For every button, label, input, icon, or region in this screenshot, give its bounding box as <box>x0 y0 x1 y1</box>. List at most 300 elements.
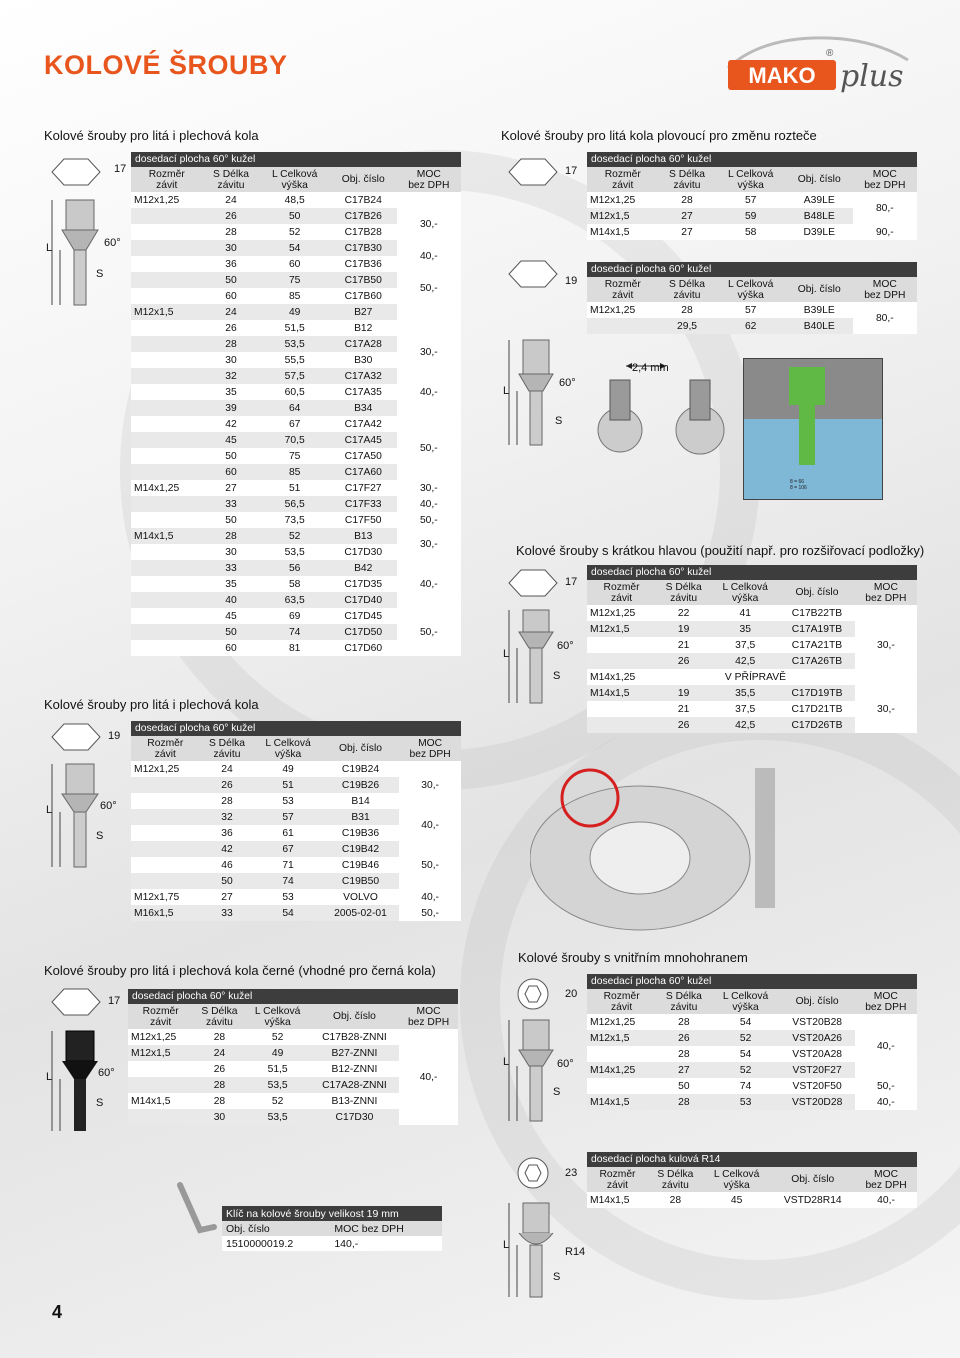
cell-thread-length: 28 <box>659 192 716 208</box>
cell-total-height: 74 <box>254 873 321 889</box>
table-header-row <box>587 277 917 302</box>
cell-thread-size: M12x1,25 <box>587 192 659 208</box>
cell-thread-size <box>131 384 203 400</box>
cell-order-number: C19B36 <box>322 825 399 841</box>
cell-order-number: VSTD28R14 <box>770 1192 855 1208</box>
table-row <box>131 809 461 825</box>
col-header-moc: MOC bez DPH <box>855 1167 917 1192</box>
table-title-row <box>128 989 458 1004</box>
cell-thread-length: 60 <box>203 288 260 304</box>
cell-total-height: 57 <box>716 302 786 318</box>
cell-total-height: 56 <box>260 560 330 576</box>
cell-thread-size: M12x1,25 <box>587 302 659 318</box>
cell-thread-length: 27 <box>659 208 716 224</box>
cell-total-height: 51,5 <box>260 320 330 336</box>
table-row <box>131 304 461 320</box>
col-header-l: L Celková výška <box>716 167 786 192</box>
cell-total-height: 60,5 <box>260 384 330 400</box>
col-header-obj: Obj. číslo <box>330 167 397 192</box>
cell-thread-length: 50 <box>203 272 260 288</box>
cell-thread-size <box>131 560 203 576</box>
cell-thread-size: M12x1,25 <box>131 192 203 208</box>
table-row <box>131 272 461 288</box>
col-header-s: S Délka závitu <box>659 277 716 302</box>
table-row <box>131 208 461 224</box>
cell-thread-length: 46 <box>200 857 255 873</box>
table-header-row <box>128 1004 458 1029</box>
table-header-row <box>131 167 461 192</box>
cell-total-height: 49 <box>260 304 330 320</box>
cell-total-height: 71 <box>254 857 321 873</box>
cell-price: 40,- <box>397 576 461 592</box>
cell-price <box>399 793 461 809</box>
col-header-obj: Obj. číslo <box>322 736 399 761</box>
cell-thread-length: 30 <box>193 1109 245 1125</box>
cell-price <box>397 416 461 432</box>
cell-total-height: 73,5 <box>260 512 330 528</box>
cell-order-number: C17D35 <box>330 576 397 592</box>
cell-thread-length: 24 <box>193 1045 245 1061</box>
brand-logo <box>718 30 918 100</box>
cell-order-number: VST20F50 <box>780 1078 855 1094</box>
length-s-label: S <box>553 670 561 682</box>
table-row <box>131 240 461 256</box>
floating-bolt-photo <box>590 360 750 470</box>
cell-thread-length: 26 <box>193 1061 245 1077</box>
cell-total-height: 51 <box>254 777 321 793</box>
cell-thread-size: M12x1,5 <box>128 1045 193 1061</box>
col-header-s: S Délka závitu <box>203 167 260 192</box>
table-header-row <box>587 989 917 1014</box>
col-header-size: Rozměr závit <box>128 1004 193 1029</box>
cell-thread-size: M12x1,25 <box>128 1029 193 1045</box>
table-row <box>131 873 461 889</box>
cell-total-height: 41 <box>711 605 779 621</box>
table-row <box>587 1062 917 1078</box>
spacer-icon <box>530 748 780 938</box>
table-header-row <box>587 167 917 192</box>
cell-thread-length: 30 <box>203 544 260 560</box>
cell-thread-length: 27 <box>200 889 255 905</box>
cell-price: 80,- <box>853 192 917 224</box>
bolt-photo-icon <box>590 360 750 470</box>
cell-order-number: B12-ZNNI <box>310 1061 399 1077</box>
cell-thread-size <box>131 512 203 528</box>
cell-thread-size <box>131 352 203 368</box>
cell-thread-size <box>587 701 656 717</box>
cell-thread-size <box>587 1078 656 1094</box>
table-row <box>131 592 461 608</box>
cell-thread-length: 27 <box>656 1062 711 1078</box>
cell-thread-length: 33 <box>203 496 260 512</box>
cell-total-height: 35,5 <box>711 685 779 701</box>
table-title: dosedací plocha 60° kužel <box>587 974 917 989</box>
cell-order-number: C17A26TB <box>779 653 855 669</box>
cell-thread-size <box>131 400 203 416</box>
cell-total-height: 54 <box>260 240 330 256</box>
col-header-l: L Celková výška <box>245 1004 309 1029</box>
table-row <box>131 320 461 336</box>
cell-order-number: C17D30 <box>330 544 397 560</box>
cell-order-number: C17B60 <box>330 288 397 304</box>
cell-order-number: B30 <box>330 352 397 368</box>
cell-thread-size <box>131 496 203 512</box>
table-title: dosedací plocha 60° kužel <box>131 152 461 167</box>
cell-total-height: 70,5 <box>260 432 330 448</box>
cell-thread-length: 21 <box>656 637 711 653</box>
cell-thread-size <box>131 825 200 841</box>
bolt-diagram <box>46 987 126 1137</box>
cell-order-number: B42 <box>330 560 397 576</box>
cell-thread-length: 50 <box>203 624 260 640</box>
cell-price <box>399 761 461 777</box>
section-title: Kolové šrouby s vnitřním mnohohranem <box>518 950 748 965</box>
col-header-s: S Délka závitu <box>200 736 255 761</box>
cell-order-number: C17A28 <box>330 336 397 352</box>
cell-price <box>399 841 461 857</box>
table-row <box>131 480 461 496</box>
cell-price: 30,- <box>397 480 461 496</box>
col-header-size: Rozměr závit <box>587 1167 648 1192</box>
section-title: Kolové šrouby pro litá i plechová kola <box>44 128 259 143</box>
col-header-moc: MOC bez DPH <box>855 580 917 605</box>
cell-price <box>397 560 461 576</box>
cell-order-number: C19B42 <box>322 841 399 857</box>
length-s-label: S <box>553 1086 561 1098</box>
cell-price <box>397 368 461 384</box>
offset-label: 2,4 mm <box>632 362 669 374</box>
cell-total-height: 53 <box>254 889 321 905</box>
cell-price <box>855 1014 917 1030</box>
table-title: dosedací plocha 60° kužel <box>131 721 461 736</box>
table-title: dosedací plocha 60° kužel <box>128 989 458 1004</box>
cell-thread-size: M12x1,5 <box>131 304 203 320</box>
cell-price: 50,- <box>855 1078 917 1094</box>
table-row <box>131 512 461 528</box>
cell-price <box>399 1029 458 1045</box>
cell-price: 50,- <box>397 624 461 640</box>
cell-total-height: 74 <box>260 624 330 640</box>
cell-order-number: C17B28 <box>330 224 397 240</box>
cell-price: 30,- <box>397 528 461 560</box>
table-row <box>131 841 461 857</box>
svg-text:®: ® <box>826 48 834 59</box>
col-header-obj: Obj. číslo <box>770 1167 855 1192</box>
angle-label: 60° <box>98 1067 115 1079</box>
cell-order-number: B27-ZNNI <box>310 1045 399 1061</box>
cell-order-number: C17A50 <box>330 448 397 464</box>
table-row <box>131 608 461 624</box>
bolt-table <box>587 262 917 334</box>
cell-total-height: 52 <box>260 528 330 544</box>
cell-thread-size <box>131 464 203 480</box>
bolt-table <box>587 565 917 733</box>
cell-order-number: C17B30 <box>330 240 397 256</box>
col-header-s: S Délka závitu <box>656 989 711 1014</box>
cell-thread-size <box>131 809 200 825</box>
cell-thread-length: 28 <box>200 793 255 809</box>
cell-total-height: 42,5 <box>711 653 779 669</box>
cell-thread-length: 28 <box>193 1029 245 1045</box>
bolt-table <box>587 974 917 1110</box>
length-l-label: L <box>503 648 510 660</box>
hex-size-label: 17 <box>565 165 578 177</box>
bolt-diagram <box>46 722 126 872</box>
page-number: 4 <box>52 1302 63 1322</box>
cell-total-height: 69 <box>260 608 330 624</box>
cell-order-number: B40LE <box>786 318 853 334</box>
cell-thread-size: M14x1,5 <box>587 1192 648 1208</box>
cell-order-number: C17A19TB <box>779 621 855 637</box>
key-moc: 140,- <box>334 1237 359 1250</box>
cell-thread-size: M14x1,25 <box>131 480 203 496</box>
col-header-obj: Obj. číslo <box>310 1004 399 1029</box>
cell-total-height: 63,5 <box>260 592 330 608</box>
table-row <box>131 496 461 512</box>
cell-order-number: C17A32 <box>330 368 397 384</box>
cell-thread-length: 42 <box>200 841 255 857</box>
cell-order-number: B31 <box>322 809 399 825</box>
table-row <box>131 560 461 576</box>
cell-order-number: C17D19TB <box>779 685 855 701</box>
cell-thread-length: 35 <box>203 576 260 592</box>
cell-price <box>399 1093 458 1109</box>
cell-thread-size <box>131 336 203 352</box>
cell-thread-size <box>587 653 656 669</box>
cell-order-number: D39LE <box>786 224 853 240</box>
cell-thread-size: M12x1,25 <box>587 605 656 621</box>
cell-total-height: 52 <box>712 1062 780 1078</box>
cell-order-number: VST20A26 <box>780 1030 855 1046</box>
length-s-label: S <box>96 830 104 842</box>
bolt-table <box>587 1152 917 1208</box>
cell-total-height: 37,5 <box>711 637 779 653</box>
table-title-row <box>131 721 461 736</box>
table-row <box>587 605 917 621</box>
angle-label: 60° <box>104 237 121 249</box>
table-row <box>131 528 461 544</box>
cell-thread-length: 24 <box>203 192 260 208</box>
cell-order-number: C17A28-ZNNI <box>310 1077 399 1093</box>
cell-price <box>399 873 461 889</box>
table-row <box>131 640 461 656</box>
cell-price: 90,- <box>853 224 917 240</box>
cell-total-height: 51 <box>260 480 330 496</box>
cell-thread-size <box>128 1077 193 1093</box>
cell-total-height: 54 <box>712 1014 780 1030</box>
cell-thread-size <box>587 1046 656 1062</box>
cell-price: 50,- <box>399 857 461 873</box>
table-title: dosedací plocha 60° kužel <box>587 152 917 167</box>
cell-total-height: 55,5 <box>260 352 330 368</box>
cell-thread-size <box>131 320 203 336</box>
cell-order-number: C17B50 <box>330 272 397 288</box>
cell-order-number: VST20A28 <box>780 1046 855 1062</box>
cell-thread-length: 30 <box>203 240 260 256</box>
hex-size-label: 23 <box>565 1167 578 1179</box>
bolt-icon <box>503 568 583 708</box>
table-row <box>587 302 917 318</box>
table-row <box>128 1029 458 1045</box>
cell-total-height: 57,5 <box>260 368 330 384</box>
table-header-row <box>587 580 917 605</box>
table-row <box>131 793 461 809</box>
bolt-diagram <box>503 155 583 455</box>
diagram-bolt-shank <box>799 405 815 465</box>
cell-thread-size: M12x1,5 <box>587 208 659 224</box>
cell-order-number: C17D26TB <box>779 717 855 733</box>
cell-thread-length: 36 <box>203 256 260 272</box>
hex-size-label: 20 <box>565 988 578 1000</box>
table-row <box>128 1061 458 1077</box>
cell-thread-size: M14x1,25 <box>587 669 656 685</box>
cell-thread-size <box>131 608 203 624</box>
col-header-l: L Celková výška <box>711 580 779 605</box>
table-row <box>131 777 461 793</box>
cell-order-number: C17D30 <box>310 1109 399 1125</box>
cell-thread-length: 40 <box>203 592 260 608</box>
cell-price <box>855 669 917 685</box>
cell-thread-length: 42 <box>203 416 260 432</box>
col-header-size: Rozměr závit <box>587 989 656 1014</box>
cell-price <box>855 717 917 733</box>
cell-thread-size <box>131 857 200 873</box>
cell-thread-length: 32 <box>200 809 255 825</box>
cell-thread-length: 28 <box>203 528 260 544</box>
cell-thread-length: 50 <box>203 448 260 464</box>
table-row <box>587 224 917 240</box>
col-header-s: S Délka závitu <box>656 580 711 605</box>
cell-price: 30,- <box>855 621 917 669</box>
cell-price <box>397 304 461 320</box>
cell-price: 40,- <box>855 1030 917 1062</box>
bolt-table <box>131 152 461 656</box>
cell-total-height: 85 <box>260 464 330 480</box>
table-row <box>131 384 461 400</box>
table-title-row <box>131 152 461 167</box>
cell-order-number: B39LE <box>786 302 853 318</box>
col-header-moc: MOC bez DPH <box>399 1004 458 1029</box>
cell-thread-length: 60 <box>203 640 260 656</box>
cell-thread-length: 28 <box>659 302 716 318</box>
cell-price <box>399 1045 458 1061</box>
cell-total-height: 51,5 <box>245 1061 309 1077</box>
cell-thread-length: 35 <box>203 384 260 400</box>
cell-order-number: VST20F27 <box>780 1062 855 1078</box>
col-header-size: Rozměr závit <box>131 167 203 192</box>
cell-price <box>397 320 461 336</box>
cell-thread-length: 45 <box>203 432 260 448</box>
cell-order-number: 2005-02-01 <box>322 905 399 921</box>
table-row <box>131 761 461 777</box>
cell-thread-length: 28 <box>656 1046 711 1062</box>
cell-total-height: 56,5 <box>260 496 330 512</box>
cell-total-height: 54 <box>712 1046 780 1062</box>
col-header-l: L Celková výška <box>712 989 780 1014</box>
cell-total-height: 52 <box>712 1030 780 1046</box>
cell-order-number: C17A42 <box>330 416 397 432</box>
col-header-moc: MOC bez DPH <box>397 167 461 192</box>
cell-thread-size <box>131 624 203 640</box>
cell-order-number: B13-ZNNI <box>310 1093 399 1109</box>
length-l-label: L <box>503 385 510 397</box>
col-header-size: Rozměr závit <box>587 277 659 302</box>
cell-thread-size: M14x1,5 <box>587 1094 656 1110</box>
table-header-row <box>587 1167 917 1192</box>
bolt-icon <box>46 155 126 315</box>
table-row <box>131 857 461 873</box>
key-header-moc: MOC bez DPH <box>334 1222 404 1235</box>
table-row <box>131 464 461 480</box>
cell-order-number: C17A45 <box>330 432 397 448</box>
table-title-row <box>587 1152 917 1167</box>
cell-total-height: 53,5 <box>245 1077 309 1093</box>
cell-total-height: 53,5 <box>260 336 330 352</box>
cell-total-height: 74 <box>712 1078 780 1094</box>
cell-total-height: 49 <box>245 1045 309 1061</box>
cell-order-number: C17F33 <box>330 496 397 512</box>
cell-thread-size <box>128 1109 193 1125</box>
cell-total-height: 64 <box>260 400 330 416</box>
cell-total-height: 59 <box>716 208 786 224</box>
table-row <box>131 336 461 352</box>
length-l-label: L <box>46 804 53 816</box>
svg-text:plus: plus <box>840 59 904 94</box>
cell-thread-length: 39 <box>203 400 260 416</box>
col-header-obj: Obj. číslo <box>786 167 853 192</box>
cell-price: 30,- <box>855 701 917 717</box>
cell-price: 50,- <box>397 272 461 304</box>
cell-order-number: C19B24 <box>322 761 399 777</box>
table-title: dosedací plocha 60° kužel <box>587 262 917 277</box>
table-row <box>587 1030 917 1046</box>
cell-total-height: 57 <box>716 192 786 208</box>
cell-thread-length: 33 <box>200 905 255 921</box>
bolt-icon <box>46 722 126 872</box>
cell-thread-size: M12x1,25 <box>587 1014 656 1030</box>
cell-order-number: VST20D28 <box>780 1094 855 1110</box>
cell-order-number: C17F50 <box>330 512 397 528</box>
cell-thread-length: 22 <box>656 605 711 621</box>
cell-thread-size <box>131 224 203 240</box>
col-header-moc: MOC bez DPH <box>853 167 917 192</box>
cell-price <box>397 608 461 624</box>
col-header-obj: Obj. číslo <box>780 989 855 1014</box>
cell-thread-length: 26 <box>203 208 260 224</box>
table-row <box>587 192 917 208</box>
section-title: Kolové šrouby pro litá kola plovoucí pro změnu rozteče <box>501 128 817 143</box>
cell-total-height: 45 <box>703 1192 771 1208</box>
cell-order-number: C17F27 <box>330 480 397 496</box>
bolt-diagram <box>503 1155 593 1305</box>
cell-thread-size: M14x1,5 <box>128 1093 193 1109</box>
col-header-size: Rozměr závit <box>131 736 200 761</box>
cell-price: 80,- <box>853 302 917 334</box>
cell-thread-size <box>131 416 203 432</box>
cell-thread-length: 26 <box>200 777 255 793</box>
cell-order-number: B14 <box>322 793 399 809</box>
table-row <box>587 669 917 685</box>
cell-thread-size <box>587 637 656 653</box>
cell-total-height: 48,5 <box>260 192 330 208</box>
cell-thread-length: 50 <box>203 512 260 528</box>
table-row <box>131 576 461 592</box>
cell-thread-length: 24 <box>203 304 260 320</box>
cell-order-number: C17D50 <box>330 624 397 640</box>
cell-price <box>397 464 461 480</box>
cell-price: 30,- <box>397 336 461 368</box>
table-row <box>128 1045 458 1061</box>
